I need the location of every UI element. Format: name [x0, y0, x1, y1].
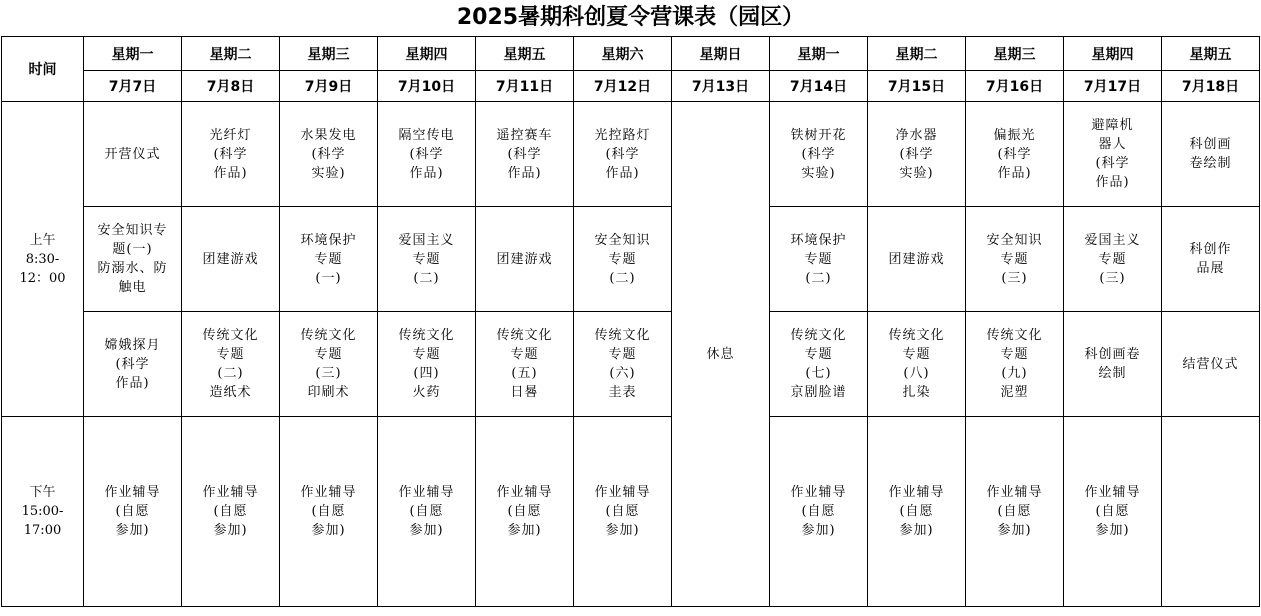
schedule-cell: 环境保护 专题 (一) — [280, 207, 378, 312]
schedule-cell: 偏振光 (科学 作品) — [966, 102, 1064, 207]
schedule-cell: 遥控赛车 (科学 作品) — [476, 102, 574, 207]
weekday-header: 星期一 — [84, 37, 182, 71]
schedule-cell: 作业辅导 (自愿 参加) — [280, 417, 378, 607]
schedule-cell: 传统文化 专题 (六) 圭表 — [574, 312, 672, 417]
date-header: 7月15日 — [868, 71, 966, 102]
schedule-cell: 结营仪式 — [1162, 312, 1260, 417]
schedule-cell: 作业辅导 (自愿 参加) — [868, 417, 966, 607]
date-header-row — [2, 71, 1260, 102]
weekday-header: 星期三 — [280, 37, 378, 71]
schedule-cell: 传统文化 专题 (八) 扎染 — [868, 312, 966, 417]
schedule-cell: 传统文化 专题 (五) 日晷 — [476, 312, 574, 417]
weekday-header-row — [2, 37, 1260, 71]
date-header: 7月11日 — [476, 71, 574, 102]
schedule-cell: 安全知识专 题(一) 防溺水、防 触电 — [84, 207, 182, 312]
schedule-cell: 传统文化 专题 (二) 造纸术 — [182, 312, 280, 417]
schedule-cell: 作业辅导 (自愿 参加) — [966, 417, 1064, 607]
date-header: 7月16日 — [966, 71, 1064, 102]
schedule-cell: 传统文化 专题 (三) 印刷术 — [280, 312, 378, 417]
weekday-header: 星期六 — [574, 37, 672, 71]
schedule-cell: 团建游戏 — [476, 207, 574, 312]
date-header: 7月12日 — [574, 71, 672, 102]
schedule-cell: 团建游戏 — [868, 207, 966, 312]
schedule-cell: 作业辅导 (自愿 参加) — [84, 417, 182, 607]
schedule-cell: 科创画 卷绘制 — [1162, 102, 1260, 207]
schedule-cell: 环境保护 专题 (二) — [770, 207, 868, 312]
schedule-cell: 传统文化 专题 (七) 京剧脸谱 — [770, 312, 868, 417]
date-header: 7月10日 — [378, 71, 476, 102]
morning-slot-1-row — [2, 102, 1260, 207]
schedule-cell: 科创作 品展 — [1162, 207, 1260, 312]
schedule-cell: 光控路灯 (科学 作品) — [574, 102, 672, 207]
afternoon-row — [2, 417, 1260, 607]
morning-slot-2-row — [2, 207, 1260, 312]
schedule-cell: 作业辅导 (自愿 参加) — [1064, 417, 1162, 607]
date-header: 7月14日 — [770, 71, 868, 102]
schedule-cell: 作业辅导 (自愿 参加) — [770, 417, 868, 607]
weekday-header: 星期一 — [770, 37, 868, 71]
weekday-header: 星期日 — [672, 37, 770, 71]
weekday-header: 星期四 — [1064, 37, 1162, 71]
weekday-header: 星期五 — [1162, 37, 1260, 71]
weekday-header: 星期二 — [182, 37, 280, 71]
date-header: 7月8日 — [182, 71, 280, 102]
weekday-header: 星期五 — [476, 37, 574, 71]
schedule-cell: 安全知识 专题 (二) — [574, 207, 672, 312]
schedule-cell: 水果发电 (科学 实验) — [280, 102, 378, 207]
weekday-header: 星期二 — [868, 37, 966, 71]
schedule-cell — [1162, 417, 1260, 607]
schedule-table — [1, 36, 1260, 607]
rest-cell: 休息 — [672, 102, 770, 607]
schedule-cell: 隔空传电 (科学 作品) — [378, 102, 476, 207]
schedule-cell: 安全知识 专题 (三) — [966, 207, 1064, 312]
schedule-cell: 光纤灯 (科学 作品) — [182, 102, 280, 207]
schedule-cell: 作业辅导 (自愿 参加) — [378, 417, 476, 607]
date-header: 7月17日 — [1064, 71, 1162, 102]
schedule-cell: 作业辅导 (自愿 参加) — [182, 417, 280, 607]
schedule-cell: 传统文化 专题 (四) 火药 — [378, 312, 476, 417]
schedule-cell: 团建游戏 — [182, 207, 280, 312]
afternoon-time-label: 下午 15:00- 17:00 — [2, 417, 84, 607]
schedule-cell: 科创画卷 绘制 — [1064, 312, 1162, 417]
schedule-cell: 避障机 器人 (科学 作品) — [1064, 102, 1162, 207]
schedule-cell: 传统文化 专题 (九) 泥塑 — [966, 312, 1064, 417]
date-header: 7月13日 — [672, 71, 770, 102]
morning-slot-3-row — [2, 312, 1260, 417]
schedule-cell: 作业辅导 (自愿 参加) — [476, 417, 574, 607]
weekday-header: 星期三 — [966, 37, 1064, 71]
page-title: 2025暑期科创夏令营课表（园区） — [456, 5, 805, 30]
date-header: 7月9日 — [280, 71, 378, 102]
schedule-cell: 开营仪式 — [84, 102, 182, 207]
schedule-cell: 爱国主义 专题 (二) — [378, 207, 476, 312]
schedule-cell: 作业辅导 (自愿 参加) — [574, 417, 672, 607]
schedule-cell: 爱国主义 专题 (三) — [1064, 207, 1162, 312]
date-header: 7月18日 — [1162, 71, 1260, 102]
date-header: 7月7日 — [84, 71, 182, 102]
schedule-cell: 铁树开花 (科学 实验) — [770, 102, 868, 207]
time-header: 时间 — [2, 37, 84, 102]
morning-time-label: 上午 8:30- 12：00 — [2, 102, 84, 417]
schedule-cell: 净水器 (科学 实验) — [868, 102, 966, 207]
weekday-header: 星期四 — [378, 37, 476, 71]
schedule-cell: 嫦娥探月 (科学 作品) — [84, 312, 182, 417]
